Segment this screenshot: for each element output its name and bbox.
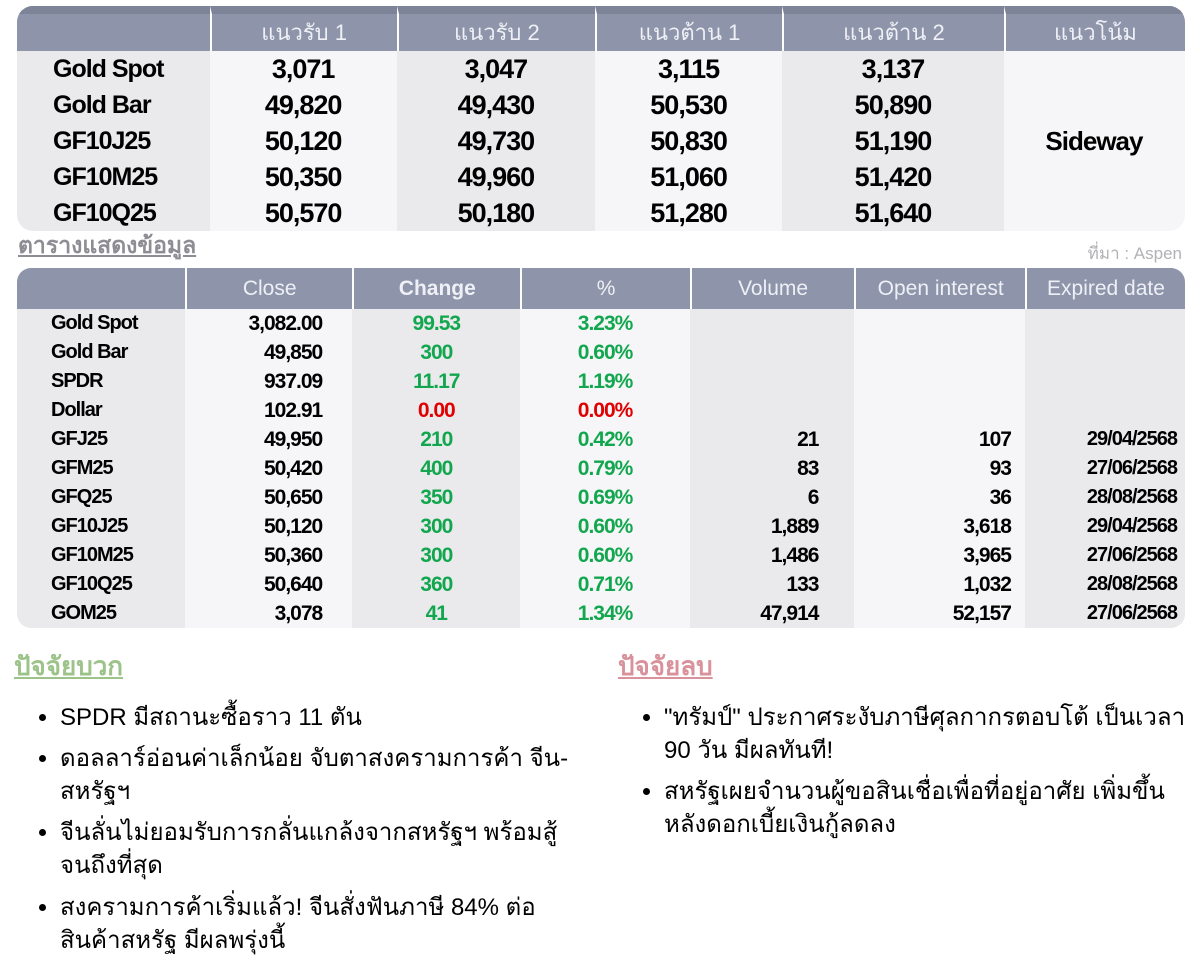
positive-factors-section <box>14 646 584 965</box>
percent-change: 0.60% <box>520 338 689 367</box>
data-header-expired-date: Expired date <box>1025 268 1185 309</box>
volume-value: 47,914 <box>690 599 855 628</box>
open-interest-value: 52,157 <box>854 599 1025 628</box>
support1-value: 50,120 <box>210 123 397 159</box>
percent-change: 0.79% <box>520 454 689 483</box>
data-header-open-interest: Open interest <box>854 268 1025 309</box>
close-value: 50,420 <box>185 454 352 483</box>
positive-factors-list <box>14 701 584 957</box>
support1-value: 49,820 <box>210 87 397 123</box>
resistance2-value: 51,190 <box>782 123 1004 159</box>
levels-header-resistance1: แนวต้าน 1 <box>595 6 782 51</box>
resistance2-value: 50,890 <box>782 87 1004 123</box>
data-header-row <box>17 268 1185 309</box>
change-value: 99.53 <box>352 309 520 338</box>
volume-value: 83 <box>690 454 855 483</box>
change-value: 360 <box>352 570 520 599</box>
open-interest-value <box>854 338 1025 367</box>
percent-change: 0.42% <box>520 425 689 454</box>
instrument-name: GFM25 <box>17 454 185 483</box>
change-value: 400 <box>352 454 520 483</box>
open-interest-value <box>854 396 1025 425</box>
data-header-percent: % <box>520 268 689 309</box>
change-value: 0.00 <box>352 396 520 425</box>
percent-change: 0.71% <box>520 570 689 599</box>
table-row <box>17 512 1185 541</box>
volume-value <box>690 338 855 367</box>
expired-date: 29/04/2568 <box>1025 512 1185 541</box>
negative-factors-section <box>618 646 1190 849</box>
data-table-title: ตารางแสดงข้อมูล <box>18 232 197 258</box>
levels-header-support1: แนวรับ 1 <box>210 6 397 51</box>
change-value: 300 <box>352 512 520 541</box>
table-row <box>17 570 1185 599</box>
list-item: • "ทรัมป์" ประกาศระงับภาษีศุลกากรตอบโต้ เป็นเวลา 90 วัน มีผลทันที! <box>664 701 1190 767</box>
change-value: 300 <box>352 338 520 367</box>
list-item: • จีนลั่นไม่ยอมรับการกลั่นแกล้งจากสหรัฐฯ พร้อมสู้จนถึงที่สุด <box>60 816 584 882</box>
instrument-name: GF10J25 <box>17 123 210 159</box>
positive-factors-title: ปัจจัยบวก <box>14 651 124 681</box>
instrument-name: GF10M25 <box>17 159 210 195</box>
instrument-name: GF10Q25 <box>17 195 210 231</box>
close-value: 50,120 <box>185 512 352 541</box>
open-interest-value: 3,618 <box>854 512 1025 541</box>
close-value: 3,082.00 <box>185 309 352 338</box>
instrument-name: Gold Spot <box>17 309 185 338</box>
open-interest-value <box>854 367 1025 396</box>
resistance2-value: 51,420 <box>782 159 1004 195</box>
table-row <box>17 51 1185 87</box>
data-header-change: Change <box>352 268 520 309</box>
source-note: ที่มา : Aspen <box>1087 244 1182 263</box>
expired-date <box>1025 338 1185 367</box>
support2-value: 50,180 <box>397 195 596 231</box>
support1-value: 50,570 <box>210 195 397 231</box>
support1-value: 50,350 <box>210 159 397 195</box>
table-row <box>17 599 1185 628</box>
support1-value: 3,071 <box>210 51 397 87</box>
table-row <box>17 396 1185 425</box>
list-item: • สหรัฐเผยจำนวนผู้ขอสินเชื่อเพื่อที่อยู่อาศัย เพิ่มขึ้น หลังดอกเบี้ยเงินกู้ลดลง <box>664 775 1190 841</box>
percent-change: 0.60% <box>520 541 689 570</box>
close-value: 937.09 <box>185 367 352 396</box>
instrument-name: Dollar <box>17 396 185 425</box>
open-interest-value: 107 <box>854 425 1025 454</box>
support2-value: 49,730 <box>397 123 596 159</box>
close-value: 50,650 <box>185 483 352 512</box>
expired-date: 29/04/2568 <box>1025 425 1185 454</box>
close-value: 102.91 <box>185 396 352 425</box>
list-item: • SPDR มีสถานะซื้อราว 11 ตัน <box>60 701 584 734</box>
close-value: 3,078 <box>185 599 352 628</box>
percent-change: 0.60% <box>520 512 689 541</box>
negative-factors-title: ปัจจัยลบ <box>618 651 713 681</box>
expired-date: 27/06/2568 <box>1025 599 1185 628</box>
instrument-name: GF10Q25 <box>17 570 185 599</box>
change-value: 210 <box>352 425 520 454</box>
expired-date <box>1025 309 1185 338</box>
levels-header-blank <box>17 6 210 51</box>
open-interest-value <box>854 309 1025 338</box>
table-row <box>17 338 1185 367</box>
table-row <box>17 367 1185 396</box>
levels-header-support2: แนวรับ 2 <box>397 6 596 51</box>
volume-value: 21 <box>690 425 855 454</box>
change-value: 41 <box>352 599 520 628</box>
open-interest-value: 93 <box>854 454 1025 483</box>
expired-date: 28/08/2568 <box>1025 570 1185 599</box>
expired-date: 28/08/2568 <box>1025 483 1185 512</box>
instrument-name: Gold Spot <box>17 51 210 87</box>
instrument-name: GF10M25 <box>17 541 185 570</box>
resistance1-value: 51,280 <box>595 195 782 231</box>
change-value: 300 <box>352 541 520 570</box>
percent-change: 1.19% <box>520 367 689 396</box>
support2-value: 3,047 <box>397 51 596 87</box>
volume-value <box>690 367 855 396</box>
instrument-name: GFQ25 <box>17 483 185 512</box>
levels-header-trend: แนวโน้ม <box>1004 6 1185 51</box>
support2-value: 49,960 <box>397 159 596 195</box>
percent-change: 0.69% <box>520 483 689 512</box>
percent-change: 1.34% <box>520 599 689 628</box>
volume-value <box>690 309 855 338</box>
data-header-volume: Volume <box>690 268 855 309</box>
table-row <box>17 483 1185 512</box>
levels-header-row <box>17 6 1185 51</box>
resistance1-value: 50,830 <box>595 123 782 159</box>
change-value: 350 <box>352 483 520 512</box>
expired-date <box>1025 367 1185 396</box>
trend-value: Sideway <box>1004 51 1185 231</box>
instrument-name: GOM25 <box>17 599 185 628</box>
close-value: 50,360 <box>185 541 352 570</box>
levels-table <box>17 6 1185 231</box>
negative-factors-list <box>618 701 1190 841</box>
change-value: 11.17 <box>352 367 520 396</box>
table-row <box>17 454 1185 483</box>
expired-date: 27/06/2568 <box>1025 541 1185 570</box>
open-interest-value: 3,965 <box>854 541 1025 570</box>
data-header-close: Close <box>185 268 352 309</box>
expired-date: 27/06/2568 <box>1025 454 1185 483</box>
list-item: • สงครามการค้าเริ่มแล้ว! จีนสั่งฟันภาษี 84% ต่อสินค้าสหรัฐ มีผลพรุ่งนี้ <box>60 891 584 957</box>
instrument-name: GFJ25 <box>17 425 185 454</box>
volume-value <box>690 396 855 425</box>
percent-change: 0.00% <box>520 396 689 425</box>
percent-change: 3.23% <box>520 309 689 338</box>
resistance1-value: 51,060 <box>595 159 782 195</box>
close-value: 49,850 <box>185 338 352 367</box>
volume-value: 1,889 <box>690 512 855 541</box>
table-row <box>17 541 1185 570</box>
close-value: 50,640 <box>185 570 352 599</box>
instrument-name: Gold Bar <box>17 87 210 123</box>
volume-value: 6 <box>690 483 855 512</box>
table-row <box>17 425 1185 454</box>
resistance2-value: 51,640 <box>782 195 1004 231</box>
table-row <box>17 309 1185 338</box>
list-item: • ดอลลาร์อ่อนค่าเล็กน้อย จับตาสงครามการค้า จีน-สหรัฐฯ <box>60 742 584 808</box>
open-interest-value: 36 <box>854 483 1025 512</box>
close-value: 49,950 <box>185 425 352 454</box>
instrument-name: SPDR <box>17 367 185 396</box>
data-header-blank <box>17 268 185 309</box>
instrument-name: GF10J25 <box>17 512 185 541</box>
resistance1-value: 50,530 <box>595 87 782 123</box>
open-interest-value: 1,032 <box>854 570 1025 599</box>
volume-value: 133 <box>690 570 855 599</box>
expired-date <box>1025 396 1185 425</box>
support2-value: 49,430 <box>397 87 596 123</box>
market-data-table <box>17 268 1185 628</box>
levels-header-resistance2: แนวต้าน 2 <box>782 6 1004 51</box>
resistance1-value: 3,115 <box>595 51 782 87</box>
volume-value: 1,486 <box>690 541 855 570</box>
instrument-name: Gold Bar <box>17 338 185 367</box>
resistance2-value: 3,137 <box>782 51 1004 87</box>
